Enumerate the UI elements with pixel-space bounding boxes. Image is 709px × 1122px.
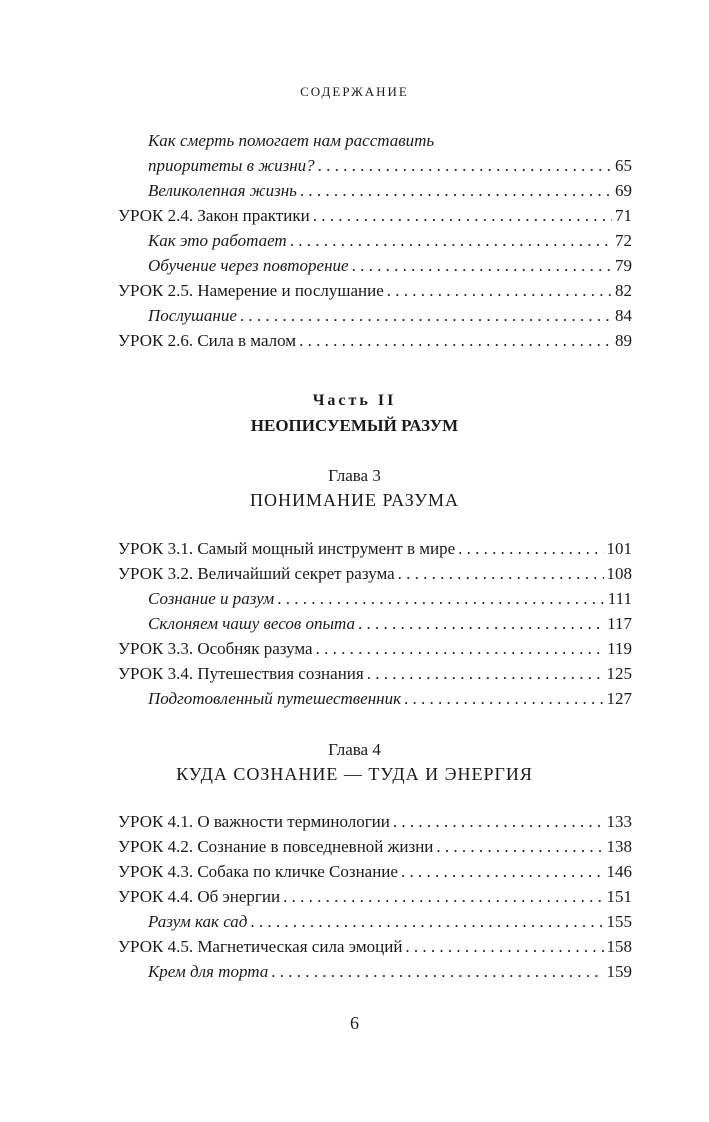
toc-entry-title: Крем для торта (148, 962, 269, 981)
dot-leader (299, 331, 612, 351)
dot-leader (271, 962, 603, 982)
dot-leader (398, 564, 604, 584)
toc-entry (118, 937, 632, 962)
dot-leader (290, 231, 612, 251)
toc-entry-page-number: 69 (615, 181, 632, 200)
dot-leader (250, 912, 603, 932)
toc-entry-page-number: 101 (606, 539, 632, 558)
toc-entry (118, 331, 632, 356)
chapter-4-title: КУДА СОЗНАНИЕ — ТУДА И ЭНЕРГИЯ (176, 764, 533, 784)
dot-leader (405, 937, 603, 957)
dot-leader (352, 256, 612, 276)
toc-entry-title: УРОК 4.1. О важности терминологии (118, 812, 390, 831)
dot-leader (358, 614, 604, 634)
toc-entry-page-number: 159 (606, 962, 632, 981)
toc-entry-page-number: 151 (606, 887, 632, 906)
running-head: СОДЕРЖАНИЕ (300, 84, 409, 99)
toc-entry (118, 206, 632, 231)
toc-entry (118, 231, 632, 256)
dot-leader (393, 812, 604, 832)
dot-leader (240, 306, 612, 326)
toc-entry-page-number: 111 (607, 589, 632, 608)
toc-entry-page-number: 158 (606, 937, 632, 956)
chapter-3-title: ПОНИМАНИЕ РАЗУМА (249, 490, 460, 510)
dot-leader (404, 689, 603, 709)
toc-entry-title: приоритеты в жизни? (148, 156, 315, 175)
toc-entry-page-number: 71 (615, 206, 632, 225)
toc-entry (118, 689, 632, 714)
toc-entry-title: Обучение через повторение (148, 256, 349, 275)
chapter-3-label: Глава 3 (328, 466, 381, 485)
toc-entry (118, 962, 632, 987)
toc-entry (118, 812, 632, 837)
dot-leader (401, 862, 604, 882)
toc-entry-page-number: 125 (606, 664, 632, 683)
toc-entry-page-number: 119 (607, 639, 632, 658)
dot-leader (367, 664, 604, 684)
toc-section-chapter2-continued (118, 131, 632, 356)
toc-entry-title: УРОК 3.4. Путешествия сознания (118, 664, 364, 683)
toc-entry (118, 887, 632, 912)
toc-entry-page-number: 89 (615, 331, 632, 350)
dot-leader (318, 156, 612, 176)
part-title: НЕОПИСУЕМЫЙ РАЗУМ (250, 416, 459, 435)
toc-entry-page-number: 65 (615, 156, 632, 175)
toc-entry (118, 639, 632, 664)
toc-entry-page-number: 133 (606, 812, 632, 831)
toc-section-chapter3 (118, 539, 632, 714)
toc-entry-page-number: 79 (615, 256, 632, 275)
toc-entry-page-number: 146 (606, 862, 632, 881)
toc-section-chapter4 (118, 812, 632, 987)
toc-entry-title: Как это работает (148, 231, 287, 250)
toc-entry (118, 664, 632, 689)
toc-entry-page-number: 108 (606, 564, 632, 583)
toc-entry-page-number: 155 (606, 912, 632, 931)
toc-entry-title: Как смерть помогает нам расставить (148, 131, 435, 150)
toc-entry-page-number: 84 (615, 306, 632, 325)
toc-entry (118, 156, 632, 181)
toc-entry-page-number: 127 (606, 689, 632, 708)
dot-leader (277, 589, 604, 609)
toc-entry-page-number: 82 (615, 281, 632, 300)
toc-entry (118, 181, 632, 206)
toc-entry-title: Сознание и разум (148, 589, 275, 608)
toc-entry (118, 306, 632, 331)
dot-leader (387, 281, 612, 301)
part-label: Часть II (312, 392, 397, 409)
toc-entry-title: УРОК 2.6. Сила в малом (118, 331, 297, 350)
toc-entry (118, 837, 632, 862)
toc-entry-title: Разум как сад (148, 912, 248, 931)
dot-leader (300, 181, 612, 201)
toc-entry-title: УРОК 2.4. Закон практики (118, 206, 310, 225)
toc-entry-title: УРОК 4.2. Сознание в повседневной жизни (118, 837, 434, 856)
chapter-4-label: Глава 4 (328, 740, 381, 759)
toc-entry-title: Великолепная жизнь (148, 181, 297, 200)
toc-entry (118, 862, 632, 887)
page-number: 6 (350, 1013, 359, 1033)
dot-leader (313, 206, 612, 226)
toc-entry-title: УРОК 3.2. Величайший секрет разума (118, 564, 395, 583)
dot-leader (458, 539, 603, 559)
toc-entry (118, 256, 632, 281)
toc-entry-title: Послушание (148, 306, 237, 325)
dot-leader (436, 837, 603, 857)
toc-entry-title: Склоняем чашу весов опыта (148, 614, 355, 633)
toc-entry (118, 589, 632, 614)
toc-entry-title: УРОК 3.3. Особняк разума (118, 639, 313, 658)
toc-entry (118, 912, 632, 937)
toc-entry-page-number: 117 (607, 614, 632, 633)
dot-leader (283, 887, 603, 907)
toc-entry (118, 614, 632, 639)
toc-entry (118, 539, 632, 564)
toc-entry-title: УРОК 2.5. Намерение и послушание (118, 281, 384, 300)
toc-entry-title: УРОК 4.3. Собака по кличке Сознание (118, 862, 398, 881)
toc-entry-page-number: 138 (606, 837, 632, 856)
toc-entry (118, 281, 632, 306)
dot-leader (316, 639, 605, 659)
toc-entry-title: УРОК 3.1. Самый мощный инструмент в мире (118, 539, 456, 558)
toc-entry (118, 131, 632, 156)
toc-entry-title: УРОК 4.5. Магнетическая сила эмоций (118, 937, 403, 956)
toc-entry (118, 564, 632, 589)
toc-entry-title: Подготовленный путешественник (148, 689, 402, 708)
toc-entry-title: УРОК 4.4. Об энергии (118, 887, 281, 906)
toc-entry-page-number: 72 (615, 231, 632, 250)
